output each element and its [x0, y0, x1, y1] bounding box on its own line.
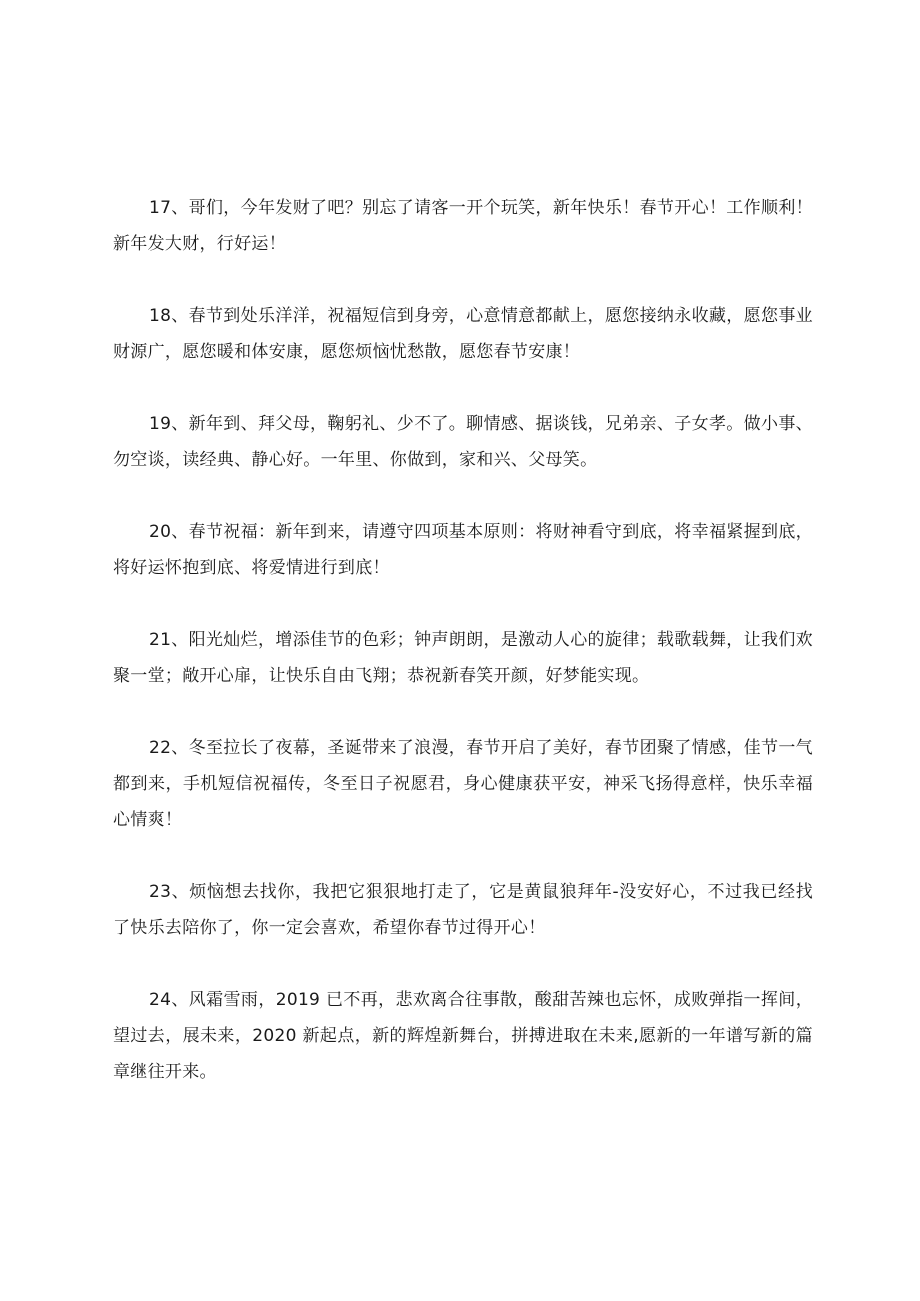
- paragraph-17: 17、哥们，今年发财了吧？别忘了请客一开个玩笑，新年快乐！春节开心！工作顺利！新年发大财，行好运！: [113, 198, 813, 254]
- paragraph-18: 18、春节到处乐洋洋，祝福短信到身旁，心意情意都献上，愿您接纳永收藏，愿您事业财源广，愿您暖和体安康，愿您烦恼忧愁散，愿您春节安康！: [113, 306, 813, 362]
- paragraph-22: 22、冬至拉长了夜幕，圣诞带来了浪漫，春节开启了美好，春节团聚了情感，佳节一气都到来，手机短信祝福传，冬至日子祝愿君，身心健康获平安，神采飞扬得意样，快乐幸福心情爽！: [113, 738, 813, 830]
- paragraph-24: 24、风霜雪雨，2019 已不再，悲欢离合往事散，酸甜苦辣也忘怀，成败弹指一挥间，望过去，展未来，2020 新起点，新的辉煌新舞台，拼搏进取在未来,愿新的一年谱写新的篇章继往开来。: [113, 990, 813, 1082]
- paragraph-21: 21、阳光灿烂，增添佳节的色彩；钟声朗朗，是激动人心的旋律；载歌载舞，让我们欢聚一堂；敞开心扉，让快乐自由飞翔；恭祝新春笑开颜，好梦能实现。: [113, 630, 813, 686]
- document-body: [113, 190, 813, 1126]
- paragraph-23: 23、烦恼想去找你，我把它狠狠地打走了，它是黄鼠狼拜年-没安好心，不过我已经找了快乐去陪你了，你一定会喜欢，希望你春节过得开心！: [113, 882, 813, 938]
- paragraph-19: 19、新年到、拜父母，鞠躬礼、少不了。聊情感、据谈钱，兄弟亲、子女孝。做小事、勿空谈，读经典、静心好。一年里、你做到，家和兴、父母笑。: [113, 414, 813, 470]
- paragraph-20: 20、春节祝福：新年到来，请遵守四项基本原则：将财神看守到底，将幸福紧握到底，将好运怀抱到底、将爱情进行到底！: [113, 522, 813, 578]
